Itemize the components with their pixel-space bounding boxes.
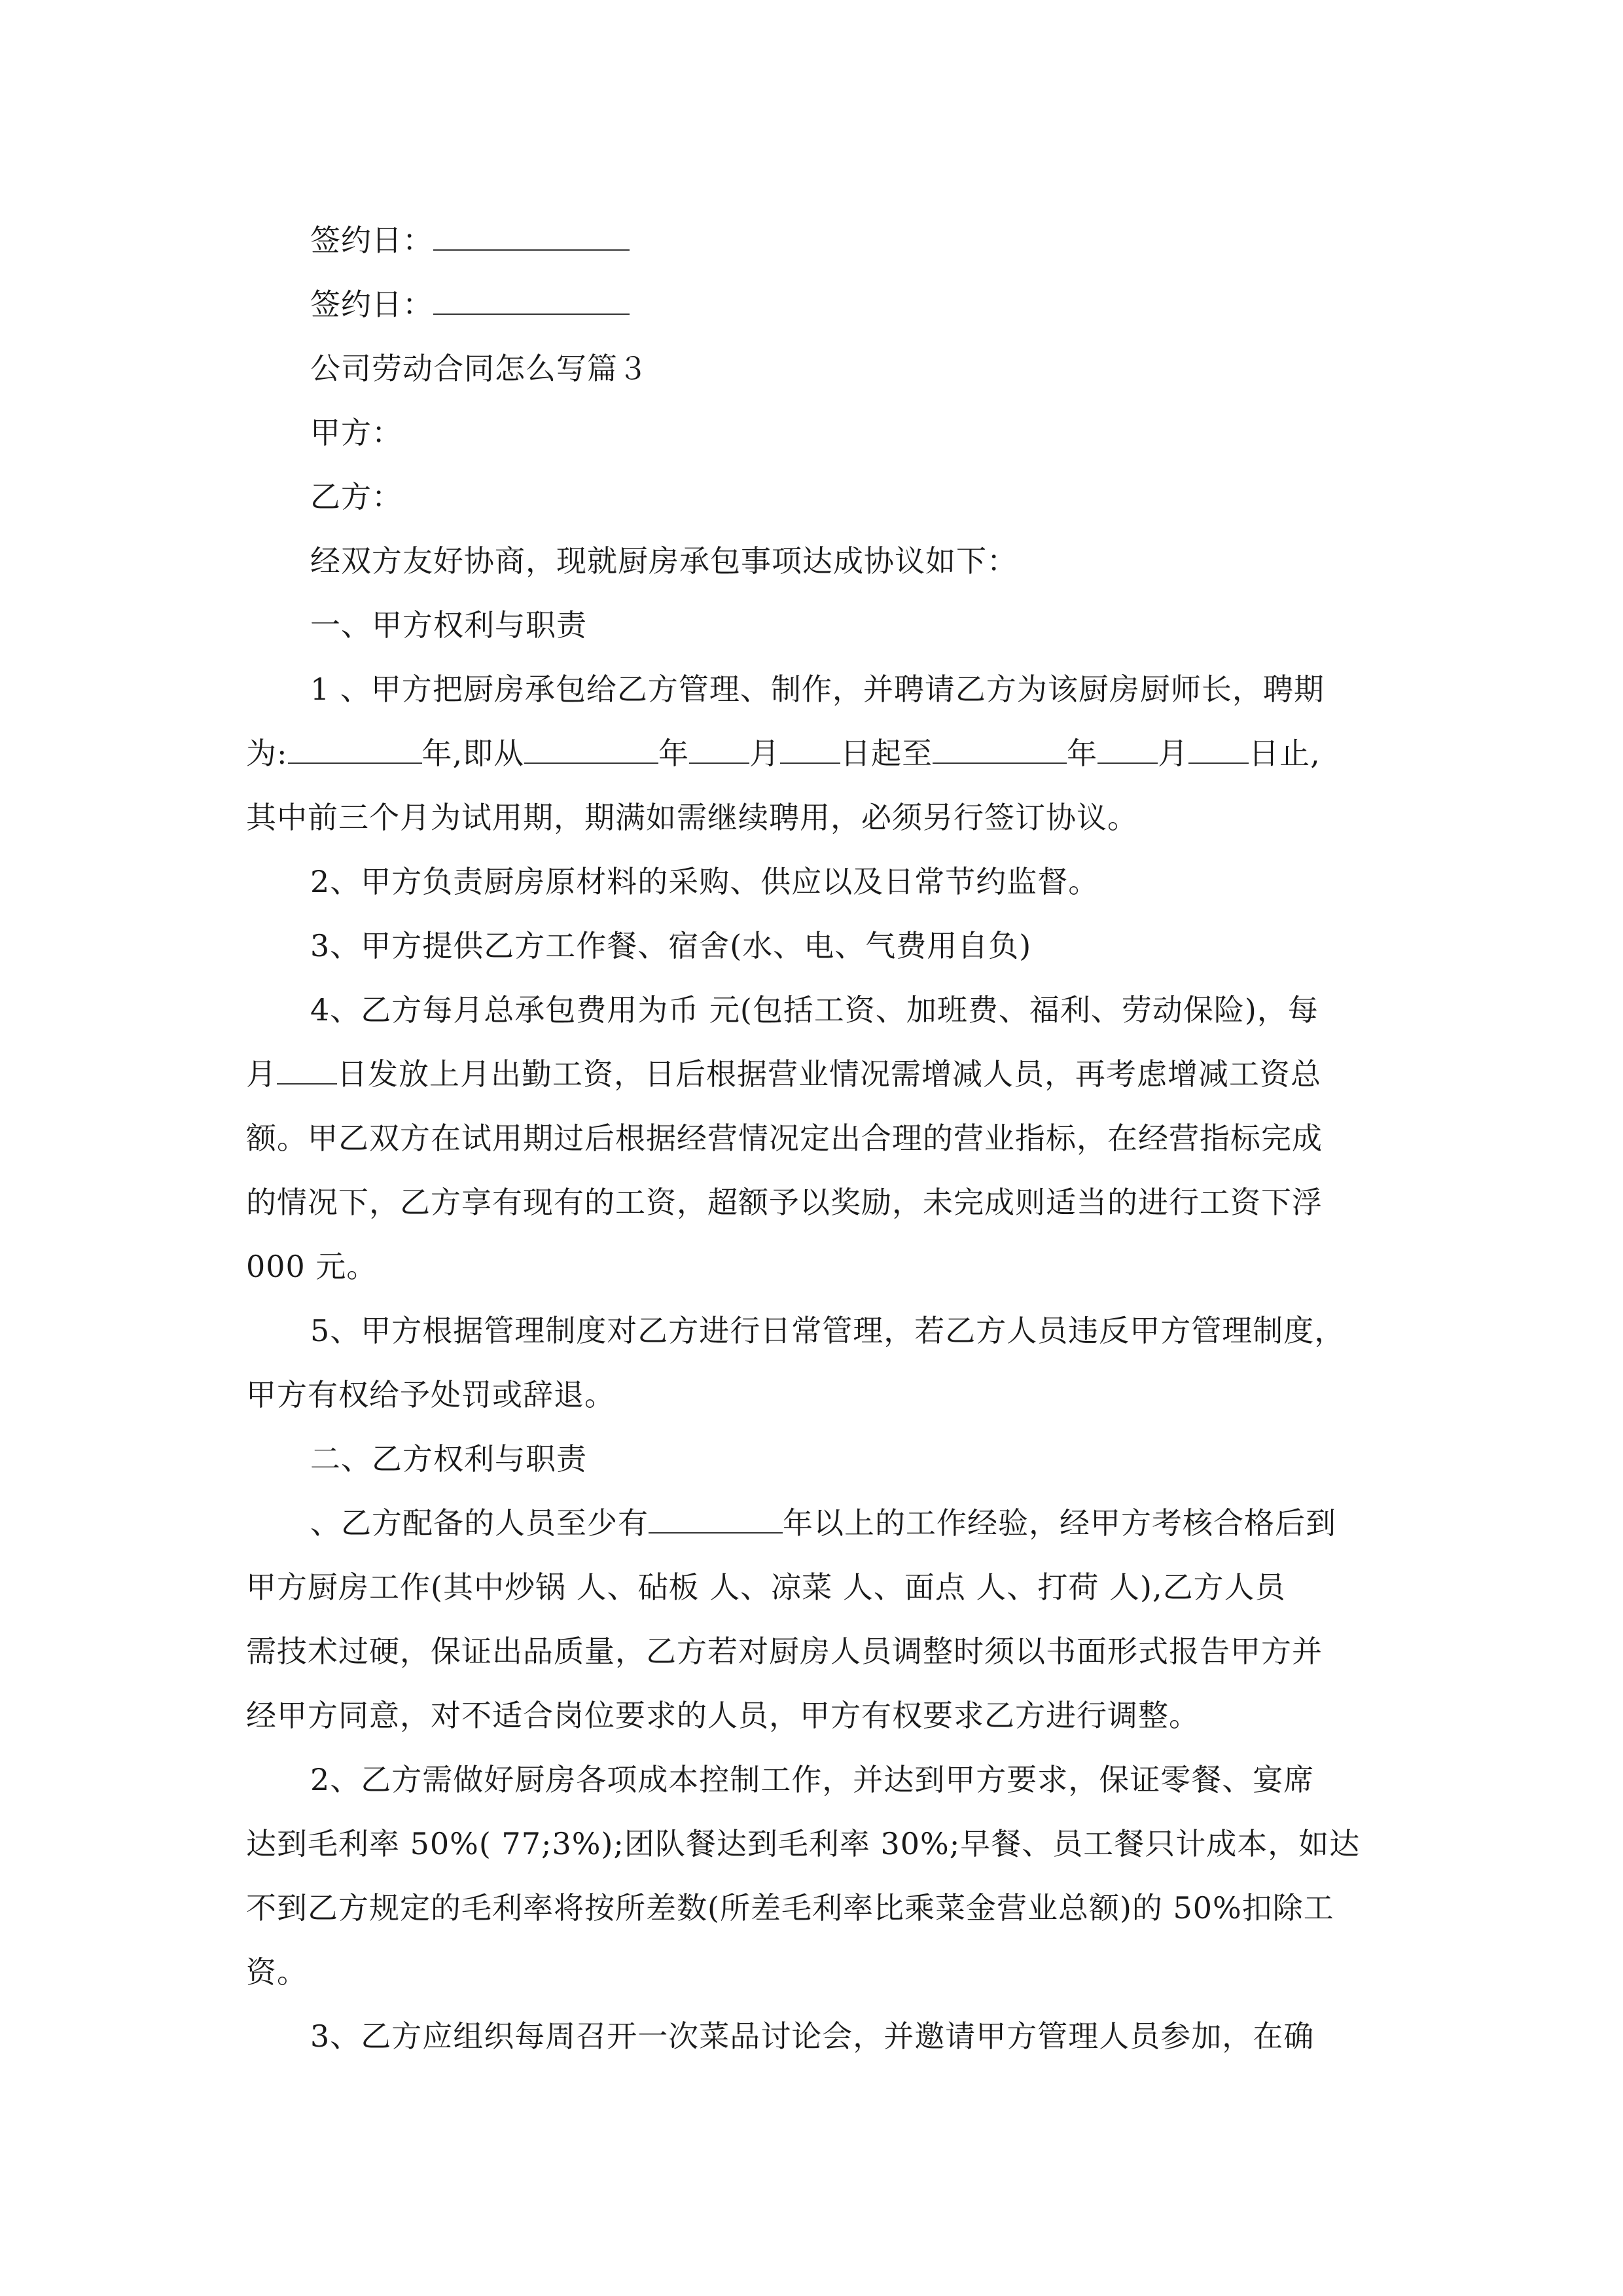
fill-blank <box>1097 723 1158 764</box>
section-1-title: 一、甲方权利与职责 <box>310 607 587 643</box>
fill-blank <box>288 723 422 764</box>
party-b-label: 乙方： <box>310 479 402 514</box>
signing-date-blank <box>433 274 630 315</box>
text-fragment: 月 <box>1158 736 1189 771</box>
clause-1-1-term-line <box>246 721 1378 785</box>
section-2-title: 二、乙方权利与职责 <box>310 1441 587 1477</box>
clause-2-1-line: 需技术过硬，保证出品质量，乙方若对厨房人员调整时须以书面形式报告甲方并 <box>246 1634 1323 1669</box>
party-a-label: 甲方： <box>310 415 402 450</box>
text-fragment: 为: <box>246 736 288 771</box>
signing-date-label: 签约日： <box>310 287 433 322</box>
clause-1-5-line: 5、甲方根据管理制度对乙方进行日常管理，若乙方人员违反甲方管理制度， <box>310 1313 1346 1348</box>
fill-blank <box>1188 723 1249 764</box>
clause-1-1-line: 其中前三个月为试用期，期满如需继续聘用，必须另行签订协议。 <box>246 800 1138 835</box>
text-fragment: 年 <box>1067 736 1098 771</box>
text-fragment: 年 <box>658 736 690 771</box>
signing-date-blank <box>433 210 630 251</box>
text-fragment: 日发放上月出勤工资，日后根据营业情况需增减人员，再考虑增减工资总 <box>337 1056 1321 1092</box>
clause-2-1-line: 经甲方同意，对不适合岗位要求的人员，甲方有权要求乙方进行调整。 <box>246 1698 1200 1733</box>
clause-2-2-line: 2、乙方需做好厨房各项成本控制工作，并达到甲方要求，保证零餐、宴席 <box>310 1762 1315 1797</box>
clause-1-4-line: 的情况下，乙方享有现有的工资，超额予以奖励，未完成则适当的进行工资下浮 <box>246 1185 1323 1220</box>
fill-blank <box>780 723 840 764</box>
text-fragment: 日止, <box>1249 736 1321 771</box>
fill-blank <box>277 1044 337 1085</box>
document-heading: 公司劳动合同怎么写篇３ <box>310 351 649 386</box>
fill-blank <box>933 723 1067 764</box>
clause-1-4-line: 000 元。 <box>246 1249 378 1284</box>
fill-blank <box>524 723 658 764</box>
signing-date-line <box>246 272 1378 336</box>
clause-2-2-line: 资。 <box>246 1954 308 1990</box>
clause-2-1-line <box>246 1491 1378 1555</box>
document-page <box>246 208 1378 2068</box>
clause-2-1-line: 甲方厨房工作(其中炒锅 人、砧板 人、凉菜 人、面点 人、打荷 人),乙方人员 <box>246 1570 1286 1605</box>
fill-blank <box>649 1493 783 1534</box>
clause-2-2-line: 不到乙方规定的毛利率将按所差数(所差毛利率比乘菜金营业总额)的 50%扣除工 <box>246 1890 1334 1926</box>
text-fragment: 月 <box>749 736 781 771</box>
text-fragment: 年,即从 <box>421 736 525 771</box>
clause-1-5-line: 甲方有权给予处罚或辞退。 <box>246 1377 615 1412</box>
intro-paragraph: 经双方友好协商，现就厨房承包事项达成协议如下： <box>310 543 1018 579</box>
text-fragment: 月 <box>246 1056 277 1092</box>
clause-1-4-line: 额。甲乙双方在试用期过后根据经营情况定出合理的营业指标，在经营指标完成 <box>246 1121 1323 1156</box>
clause-1-4-line: 4、乙方每月总承包费用为币 元(包括工资、加班费、福利、劳动保险)，每 <box>310 992 1319 1028</box>
signing-date-line <box>246 208 1378 272</box>
clause-2-2-line: 达到毛利率 50%( 77;3%);团队餐达到毛利率 30%;早餐、员工餐只计成本，如达 <box>246 1826 1361 1861</box>
clause-2-3-line: 3、乙方应组织每周召开一次菜品讨论会，并邀请甲方管理人员参加，在确 <box>310 2018 1315 2054</box>
fill-blank <box>689 723 749 764</box>
signing-date-label: 签约日： <box>310 223 433 258</box>
text-fragment: 年以上的工作经验，经甲方考核合格后到 <box>783 1505 1336 1541</box>
text-fragment: 日起至 <box>840 736 933 771</box>
clause-1-4-line <box>246 1042 1378 1106</box>
clause-1-3: 3、甲方提供乙方工作餐、宿舍(水、电、气费用自负) <box>310 928 1032 963</box>
clause-1-2: 2、甲方负责厨房原材料的采购、供应以及日常节约监督。 <box>310 864 1099 899</box>
text-fragment: 、乙方配备的人员至少有 <box>310 1505 649 1541</box>
clause-1-1-line: 1 、甲方把厨房承包给乙方管理、制作，并聘请乙方为该厨房厨师长，聘期 <box>310 672 1325 707</box>
